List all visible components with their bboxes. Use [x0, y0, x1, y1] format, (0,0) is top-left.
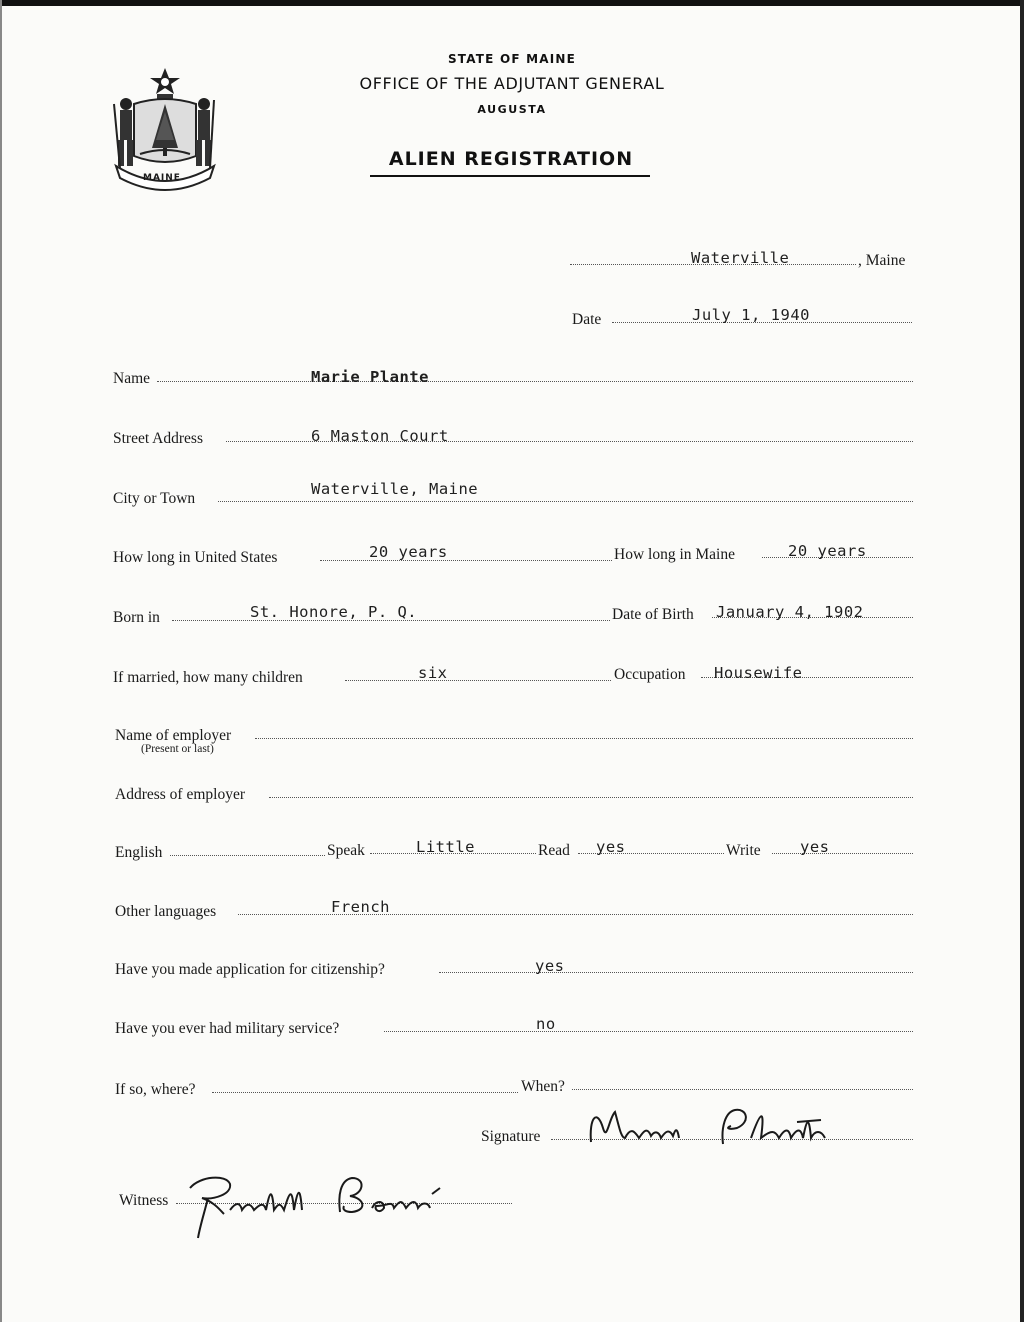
dob-label: Date of Birth	[612, 606, 694, 623]
born-value: St. Honore, P. Q.	[250, 603, 418, 621]
date-label: Date	[572, 311, 602, 328]
form-title: ALIEN REGISTRATION	[388, 148, 634, 170]
how-long-us-label: How long in United States	[113, 549, 278, 566]
english-label: English	[115, 844, 163, 861]
children-value: six	[418, 664, 448, 682]
children-line	[345, 680, 611, 681]
employer-name-label: Name of employer	[115, 727, 232, 744]
how-long-us-value: 20 years	[369, 543, 448, 561]
header-state: STATE OF MAINE	[447, 52, 577, 66]
write-value: yes	[800, 838, 830, 856]
employer-name-sublabel: (Present or last)	[141, 743, 214, 755]
military-line	[384, 1031, 913, 1032]
title-underline	[370, 175, 650, 177]
how-long-us-line	[320, 560, 612, 561]
english-line	[170, 855, 325, 856]
city-line	[218, 501, 913, 502]
witness-label: Witness	[119, 1192, 169, 1209]
other-languages-value: French	[331, 898, 390, 916]
speak-value: Little	[416, 838, 475, 856]
employer-address-line	[269, 797, 913, 798]
military-value: no	[536, 1015, 556, 1033]
children-label: If married, how many children	[113, 669, 303, 686]
scan-edge-left	[0, 0, 2, 1322]
place-suffix-label: , Maine	[858, 252, 906, 269]
header-city: AUGUSTA	[477, 103, 547, 116]
write-label: Write	[726, 842, 761, 859]
seal-banner-text: MAINE	[143, 173, 181, 183]
where-label: If so, where?	[115, 1081, 196, 1098]
born-label: Born in	[113, 609, 160, 626]
read-value: yes	[596, 838, 626, 856]
city-value: Waterville, Maine	[311, 480, 479, 498]
city-label: City or Town	[113, 490, 196, 507]
citizenship-line	[439, 972, 913, 973]
header-office: OFFICE OF THE ADJUTANT GENERAL	[359, 74, 665, 93]
military-label: Have you ever had military service?	[115, 1020, 340, 1037]
place-value: Waterville	[691, 249, 790, 267]
when-label: When?	[521, 1078, 565, 1095]
name-line	[157, 381, 913, 382]
signature-handwriting	[575, 1098, 875, 1154]
write-line	[772, 853, 913, 854]
other-languages-label: Other languages	[115, 903, 217, 920]
scan-edge-top	[0, 0, 1024, 6]
citizenship-value: yes	[535, 957, 565, 975]
how-long-maine-label: How long in Maine	[614, 546, 735, 563]
occupation-value: Housewife	[714, 664, 803, 682]
citizenship-label: Have you made application for citizenship?	[115, 961, 385, 978]
dob-value: January 4, 1902	[716, 603, 864, 621]
scan-edge-right	[1020, 0, 1024, 1322]
street-label: Street Address	[113, 430, 203, 447]
street-value: 6 Maston Court	[311, 427, 449, 445]
when-line	[572, 1089, 913, 1090]
name-value: Marie Plante	[311, 368, 429, 386]
signature-label: Signature	[481, 1128, 541, 1145]
speak-label: Speak	[327, 842, 365, 859]
name-label: Name	[113, 370, 151, 387]
employer-name-line	[255, 738, 913, 739]
how-long-maine-value: 20 years	[788, 542, 867, 560]
date-value: July 1, 1940	[692, 306, 810, 324]
employer-address-label: Address of employer	[115, 786, 245, 803]
occupation-label: Occupation	[614, 666, 686, 683]
witness-handwriting	[180, 1166, 480, 1242]
read-label: Read	[538, 842, 570, 859]
where-line	[212, 1092, 518, 1093]
